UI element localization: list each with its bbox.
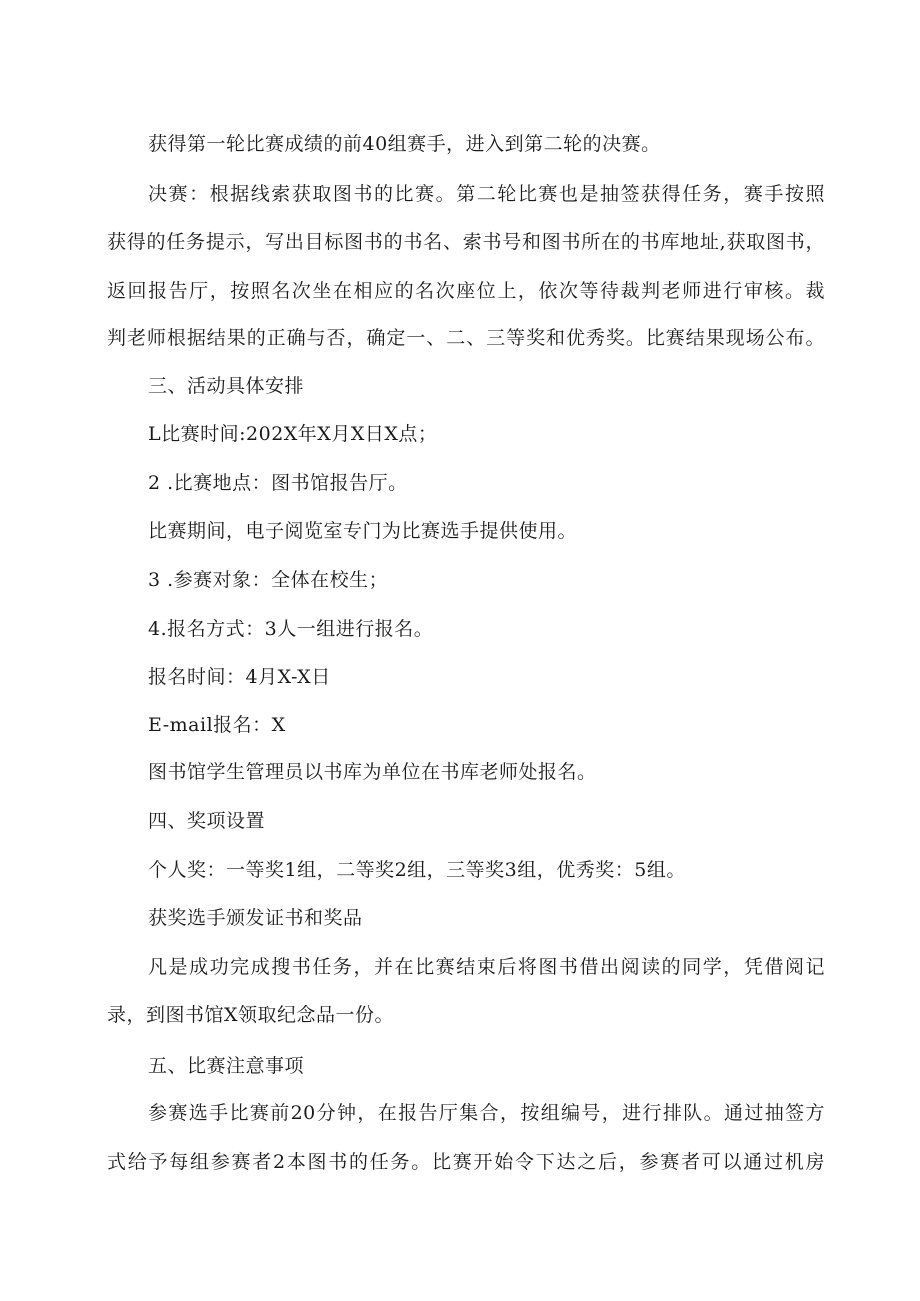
paragraph-line: 报名时间：4月X-X日	[148, 666, 331, 688]
paragraph-line: 决赛：根据线索获取图书的比赛。第二轮比赛也是抽签获得任务，赛手按照	[148, 183, 825, 205]
paragraph-line: 3 .参赛对象：全体在校生；	[148, 569, 389, 591]
paragraph-line: 获得第一轮比赛成绩的前40组赛手，进入到第二轮的决赛。	[148, 133, 661, 155]
section-heading: 四、奖项设置	[148, 810, 266, 832]
paragraph-line: 2 .比赛地点：图书馆报告厅。	[148, 472, 408, 494]
paragraph-line: 参赛选手比赛前20分钟，在报告厅集合，按组编号，进行排队。通过抽签方	[148, 1102, 825, 1124]
section-heading: 三、活动具体安排	[148, 375, 305, 397]
paragraph-line: 个人奖：一等奖1组，二等奖2组，三等奖3组，优秀奖：5组。	[148, 859, 686, 881]
paragraph-line: 录，到图书馆X领取纪念品一份。	[107, 1004, 395, 1026]
paragraph-line: 图书馆学生管理员以书库为单位在书库老师处报名。	[148, 761, 597, 783]
paragraph-line: 返回报告厅，按照名次坐在相应的名次座位上，依次等待裁判老师进行审核。裁	[107, 280, 825, 302]
paragraph-line: 比赛期间，电子阅览室专门为比赛选手提供使用。	[148, 520, 578, 542]
paragraph-line: 式给予每组参赛者2本图书的任务。比赛开始令下达之后，参赛者可以通过机房	[107, 1151, 825, 1173]
paragraph-line: 凡是成功完成搜书任务，并在比赛结束后将图书借出阅读的同学，凭借阅记	[148, 956, 825, 978]
paragraph-line: 判老师根据结果的正确与否，确定一、二、三等奖和优秀奖。比赛结果现场公布。	[107, 327, 825, 349]
paragraph-line: 获奖选手颁发证书和奖品	[148, 907, 363, 929]
paragraph-line: L比赛时间:202X年X月X日X点；	[148, 423, 438, 445]
paragraph-line: 获得的任务提示，写出目标图书的书名、索书号和图书所在的书库地址,获取图书，	[107, 231, 825, 253]
section-heading: 五、比赛注意事项	[148, 1055, 305, 1077]
paragraph-line: E-mail报名：X	[148, 714, 286, 736]
paragraph-line: 4.报名方式：3人一组进行报名。	[148, 618, 434, 640]
